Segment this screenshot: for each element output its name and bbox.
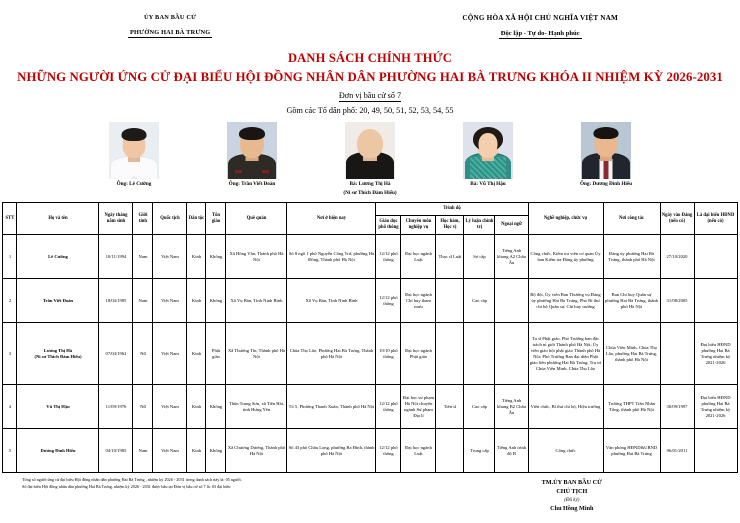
cell-edu-degree — [436, 279, 464, 323]
th-ethnic: Dân tộc — [187, 203, 206, 235]
cell-stt: 4 — [3, 385, 17, 429]
th-education-group: Trình độ — [376, 203, 528, 216]
th-nationality: Quốc tịch — [153, 203, 187, 235]
cell-religion: Không — [206, 385, 226, 429]
authority-line-1: ỦY BAN BẦU CỬ — [144, 14, 197, 21]
cell-hometown: Xã Chương Dương, Thành phố Hà Nội — [226, 429, 287, 473]
table-row — [3, 385, 737, 429]
cell-dob: 10/11/1994 — [99, 235, 133, 279]
portrait-tran-viet-doan — [227, 122, 277, 179]
cell-residence: Số 43 phố Châu Long, phường Ba Đình, thành phố Hà Nội — [287, 429, 376, 473]
page-subtitle: NHỮNG NGƯỜI ỨNG CỬ ĐẠI BIỂU HỘI ĐỒNG NHÂN DÂN PHƯỜNG HAI BÀ TRƯNG KHÓA II NHIỆM KỲ 2026-2031 — [17, 70, 723, 84]
cell-name — [17, 323, 99, 385]
th-edu-lang: Ngoại ngữ — [495, 216, 528, 235]
cell-edu-general: 12/12 phổ thông — [376, 429, 401, 473]
candidate-caption-2: Ông: Trần Viết Đoàn — [228, 181, 276, 187]
document-footer — [0, 477, 740, 513]
cell-ethnic: Kinh — [187, 279, 206, 323]
cell-deputy — [694, 235, 737, 279]
cell-stt: 3 — [3, 323, 17, 385]
table-row — [3, 279, 737, 323]
portrait-le-cuong — [109, 122, 159, 179]
cell-sex: Nam — [133, 429, 153, 473]
cell-residence: Số 8 ngõ 1 phố Nguyễn Công Trứ, phường Hà Đông, Thành phố Hà Nội — [287, 235, 376, 279]
th-religion: Tôn giáo — [206, 203, 226, 235]
cell-edu-prof: Đại học ngành Chỉ huy tham mưu — [401, 279, 436, 323]
cell-edu-degree — [436, 323, 464, 385]
signature-signed-note: (Đã ký) — [564, 498, 580, 504]
cell-deputy — [694, 429, 737, 473]
th-edu-politic: Lý luận chính trị — [464, 216, 495, 235]
authority-line-2: PHƯỜNG HAI BÀ TRƯNG — [130, 29, 211, 36]
cell-edu-general: 12/12 phổ thông — [376, 235, 401, 279]
th-stt: STT — [3, 203, 17, 235]
signature-org: TM.ỦY BAN BẦU CỬ — [541, 479, 603, 487]
cell-dob: 11/09/1976 — [99, 385, 133, 429]
candidate-photo-4 — [450, 122, 526, 196]
cell-nationality: Việt Nam — [153, 385, 187, 429]
cell-ethnic: Kinh — [187, 429, 206, 473]
cell-edu-lang: Tiếng Anh trình độ B — [495, 429, 528, 473]
candidate-photo-2 — [214, 122, 290, 196]
th-job: Nghề nghiệp, chức vụ — [528, 203, 603, 235]
portrait-vu-thi-hau — [463, 122, 513, 179]
table-header-row-1 — [3, 203, 737, 216]
issuing-authority-block — [0, 14, 340, 40]
cell-religion: Phật giáo — [206, 323, 226, 385]
cell-nationality: Việt Nam — [153, 279, 187, 323]
cell-hometown: Xã Hồng Vân, Thành phố Hà Nội — [226, 235, 287, 279]
cell-name: Vũ Thị Hậu — [17, 385, 99, 429]
cell-ethnic: Kinh — [187, 235, 206, 279]
cell-job: Bộ đội, Ủy viên Ban Thường vụ Đảng ủy phường Hai Bà Trưng, Phó Bí thư chi bộ Quân sự, Chỉ huy trưởng — [528, 279, 603, 323]
cell-sex: Nữ — [133, 323, 153, 385]
cell-party-date: 06/01/2011 — [660, 429, 694, 473]
candidate-caption-3: Bà: Lương Thị Hà — [349, 181, 391, 187]
cell-edu-politic — [464, 323, 495, 385]
cell-edu-degree: Tiến sĩ — [436, 385, 464, 429]
table-row — [3, 235, 737, 279]
cell-edu-prof: Đại học ngành Phật giáo — [401, 323, 436, 385]
cell-hometown: Xã Vụ Bản, Tỉnh Ninh Bình — [226, 279, 287, 323]
table-row — [3, 429, 737, 473]
cell-hometown: Thôn Trung Sơn, xã Tiên Hải, tỉnh Hưng Yên — [226, 385, 287, 429]
cell-dob: 18/04/1985 — [99, 279, 133, 323]
cell-hometown: Xã Thường Tín, Thành phố Hà Nội — [226, 323, 287, 385]
cell-name: Dương Đình Hiểu — [17, 429, 99, 473]
cell-edu-politic: Cao cấp — [464, 385, 495, 429]
national-heading-block — [340, 14, 740, 40]
candidate-table — [2, 202, 737, 473]
title-block — [0, 51, 740, 115]
cell-party-date: 27/10/2020 — [660, 235, 694, 279]
cell-job: Công chức — [528, 429, 603, 473]
portrait-luong-thi-ha — [345, 122, 395, 179]
th-edu-general: Giáo dục phổ thông — [376, 216, 401, 235]
cell-nationality: Việt Nam — [153, 323, 187, 385]
cell-name: Lê Cường — [17, 235, 99, 279]
cell-stt: 2 — [3, 279, 17, 323]
cell-name: Trần Viết Đoàn — [17, 279, 99, 323]
table-row — [3, 323, 737, 385]
cell-edu-prof: Đại học ngành Luật — [401, 429, 436, 473]
signature-name: Chu Hồng Minh — [550, 504, 594, 512]
cell-edu-lang — [495, 323, 528, 385]
cell-name-main: Lương Thị Hà — [43, 347, 73, 353]
cell-party-date — [660, 323, 694, 385]
signature-block — [426, 477, 718, 513]
candidate-photo-3 — [332, 122, 408, 196]
th-workplace: Nơi công tác — [603, 203, 660, 235]
cell-religion: Không — [206, 429, 226, 473]
footer-note-2: Số đại biểu Hội đồng nhân dân phường Hai Bà Trưng, nhiệm kỳ 2026 - 2031 được bầu tại Đơn vị bầu cử số 7 là: 03 đại biểu — [22, 483, 231, 489]
national-motto: Độc lập - Tự do- Hạnh phúc — [500, 30, 580, 37]
cell-edu-lang — [495, 279, 528, 323]
cell-religion: Không — [206, 235, 226, 279]
cell-residence: Chùa Thọ Lão, Phường Hai Bà Trưng, Thành phố Hà Nội — [287, 323, 376, 385]
candidate-photo-5 — [568, 122, 644, 196]
cell-edu-politic: Cao cấp — [464, 279, 495, 323]
cell-workplace: Trường THPT Trần Nhân Tông, thành phố Hà Nội — [603, 385, 660, 429]
cell-residence: Xã Vụ Bản, Tỉnh Ninh Bình — [287, 279, 376, 323]
cell-edu-prof: Đại học sư phạm Hà Nội chuyên ngành Sư phạm Địa lí — [401, 385, 436, 429]
candidate-caption-4: Bà: Vũ Thị Hậu — [470, 181, 506, 187]
cell-edu-general: 12/12 phổ thông — [376, 279, 401, 323]
th-edu-prof: Chuyên môn nghiệp vụ — [401, 216, 436, 235]
candidate-caption-5: Ông: Dương Đình Hiểu — [580, 181, 632, 187]
national-name: CỘNG HÒA XÃ HỘI CHỦ NGHĨA VIỆT NAM — [462, 14, 619, 22]
cell-ethnic: Kinh — [187, 385, 206, 429]
candidate-photo-row — [0, 122, 740, 196]
cell-party-date: 30/09/1997 — [660, 385, 694, 429]
cell-edu-degree: Thạc sĩ Luật — [436, 235, 464, 279]
th-sex: Giới tính — [133, 203, 153, 235]
th-dob: Ngày tháng năm sinh — [99, 203, 133, 235]
residential-groups: Gồm các Tổ dân phố: 20, 49, 50, 51, 52, 53, 54, 55 — [286, 106, 454, 115]
th-residence: Nơi ở hiện nay — [287, 203, 376, 235]
cell-stt: 5 — [3, 429, 17, 473]
cell-nationality: Việt Nam — [153, 235, 187, 279]
cell-party-date: 31/08/2005 — [660, 279, 694, 323]
cell-sex: Nam — [133, 279, 153, 323]
cell-stt: 1 — [3, 235, 17, 279]
th-edu-degree: Học hàm, Học vị — [436, 216, 464, 235]
cell-name-alt: (Ni sư Thích Đàm Hiếu) — [34, 353, 82, 359]
cell-edu-politic: Trung cấp — [464, 429, 495, 473]
cell-residence: Tổ 5, Phường Thanh Xuân, Thành phố Hà Nội — [287, 385, 376, 429]
th-hometown: Quê quán — [226, 203, 287, 235]
cell-edu-degree — [436, 429, 464, 473]
cell-edu-general: 10/10 phổ thông — [376, 323, 401, 385]
electoral-unit: Đơn vị bầu cử số 7 — [338, 91, 402, 100]
cell-job: Công chức, Kiểm tra viên cơ quan Ủy ban Kiểm tra Đảng ủy phường — [528, 235, 603, 279]
document-header — [0, 0, 740, 40]
cell-edu-general: 12/12 phổ thông — [376, 385, 401, 429]
candidate-caption-1: Ông: Lê Cường — [116, 181, 152, 187]
cell-sex: Nam — [133, 235, 153, 279]
signature-role: CHỦ TỊCH — [556, 488, 588, 496]
cell-edu-lang: Tiếng Anh khung A2 Châu Âu — [495, 235, 528, 279]
cell-job: Tu sĩ Phật giáo, Phó Trưởng ban đặc trách ni giới Thành phố Hà Nội; Ủy viên giáo hội phật giáo Thành phố Hà Nội; Phó Trưởng Ban đại diện Phật giáo liên phường Hai Bà Trưng; Trụ trì Chùa Viên Minh, Chùa Thọ Lão — [528, 323, 603, 385]
table-body — [3, 235, 737, 473]
cell-sex: Nữ — [133, 385, 153, 429]
candidate-caption-3-alt: (Ni sư Thích Đàm Hiếu) — [343, 189, 397, 196]
page-title: DANH SÁCH CHÍNH THỨC — [287, 51, 453, 65]
cell-job: Viên chức, Bí thư chi bộ, Hiệu trưởng — [528, 385, 603, 429]
cell-dob: 07/04/1962 — [99, 323, 133, 385]
cell-workplace: Văn phòng HĐND&UBND phường Hai Bà Trưng — [603, 429, 660, 473]
th-deputy: Là đại biểu HĐND (nếu có) — [694, 203, 737, 235]
cell-workplace: Chùa Viên Minh, Chùa Thọ Lão, phường Hai Bà Trưng, thành phố Hà Nội — [603, 323, 660, 385]
cell-nationality: Việt Nam — [153, 429, 187, 473]
cell-religion: Không — [206, 279, 226, 323]
cell-edu-politic: Sơ cấp — [464, 235, 495, 279]
cell-edu-lang: Tiếng Anh khung B2 Châu Âu — [495, 385, 528, 429]
portrait-duong-dinh-hieu — [581, 122, 631, 179]
cell-workplace: Đảng ủy phường Hai Bà Trưng, thành phố Hà Nội — [603, 235, 660, 279]
cell-dob: 04/10/1985 — [99, 429, 133, 473]
footer-note-1: Tổng số người ứng cử đại biểu Hội đồng nhân dân phường Hai Bà Trưng , nhiệm kỳ 2026 - 2031 trong danh sách này là: 05 người. — [22, 477, 242, 483]
candidate-photo-1 — [96, 122, 172, 196]
th-name: Họ và tên — [17, 203, 99, 235]
cell-deputy: Đại biểu HĐND phường Hai Bà Trưng nhiệm kỳ 2021-2026 — [694, 385, 737, 429]
cell-deputy: Đại biểu HĐND phường Hai Bà Trưng nhiệm kỳ 2021-2026 — [694, 323, 737, 385]
cell-deputy — [694, 279, 737, 323]
cell-workplace: Ban Chỉ huy Quân sự phường Hai Bà Trưng, thành phố Hà Nội — [603, 279, 660, 323]
cell-edu-prof: Đại học ngành Luật — [401, 235, 436, 279]
cell-ethnic: Kinh — [187, 323, 206, 385]
footer-notes — [22, 477, 426, 513]
th-party-date: Ngày vào Đảng (nếu có) — [660, 203, 694, 235]
